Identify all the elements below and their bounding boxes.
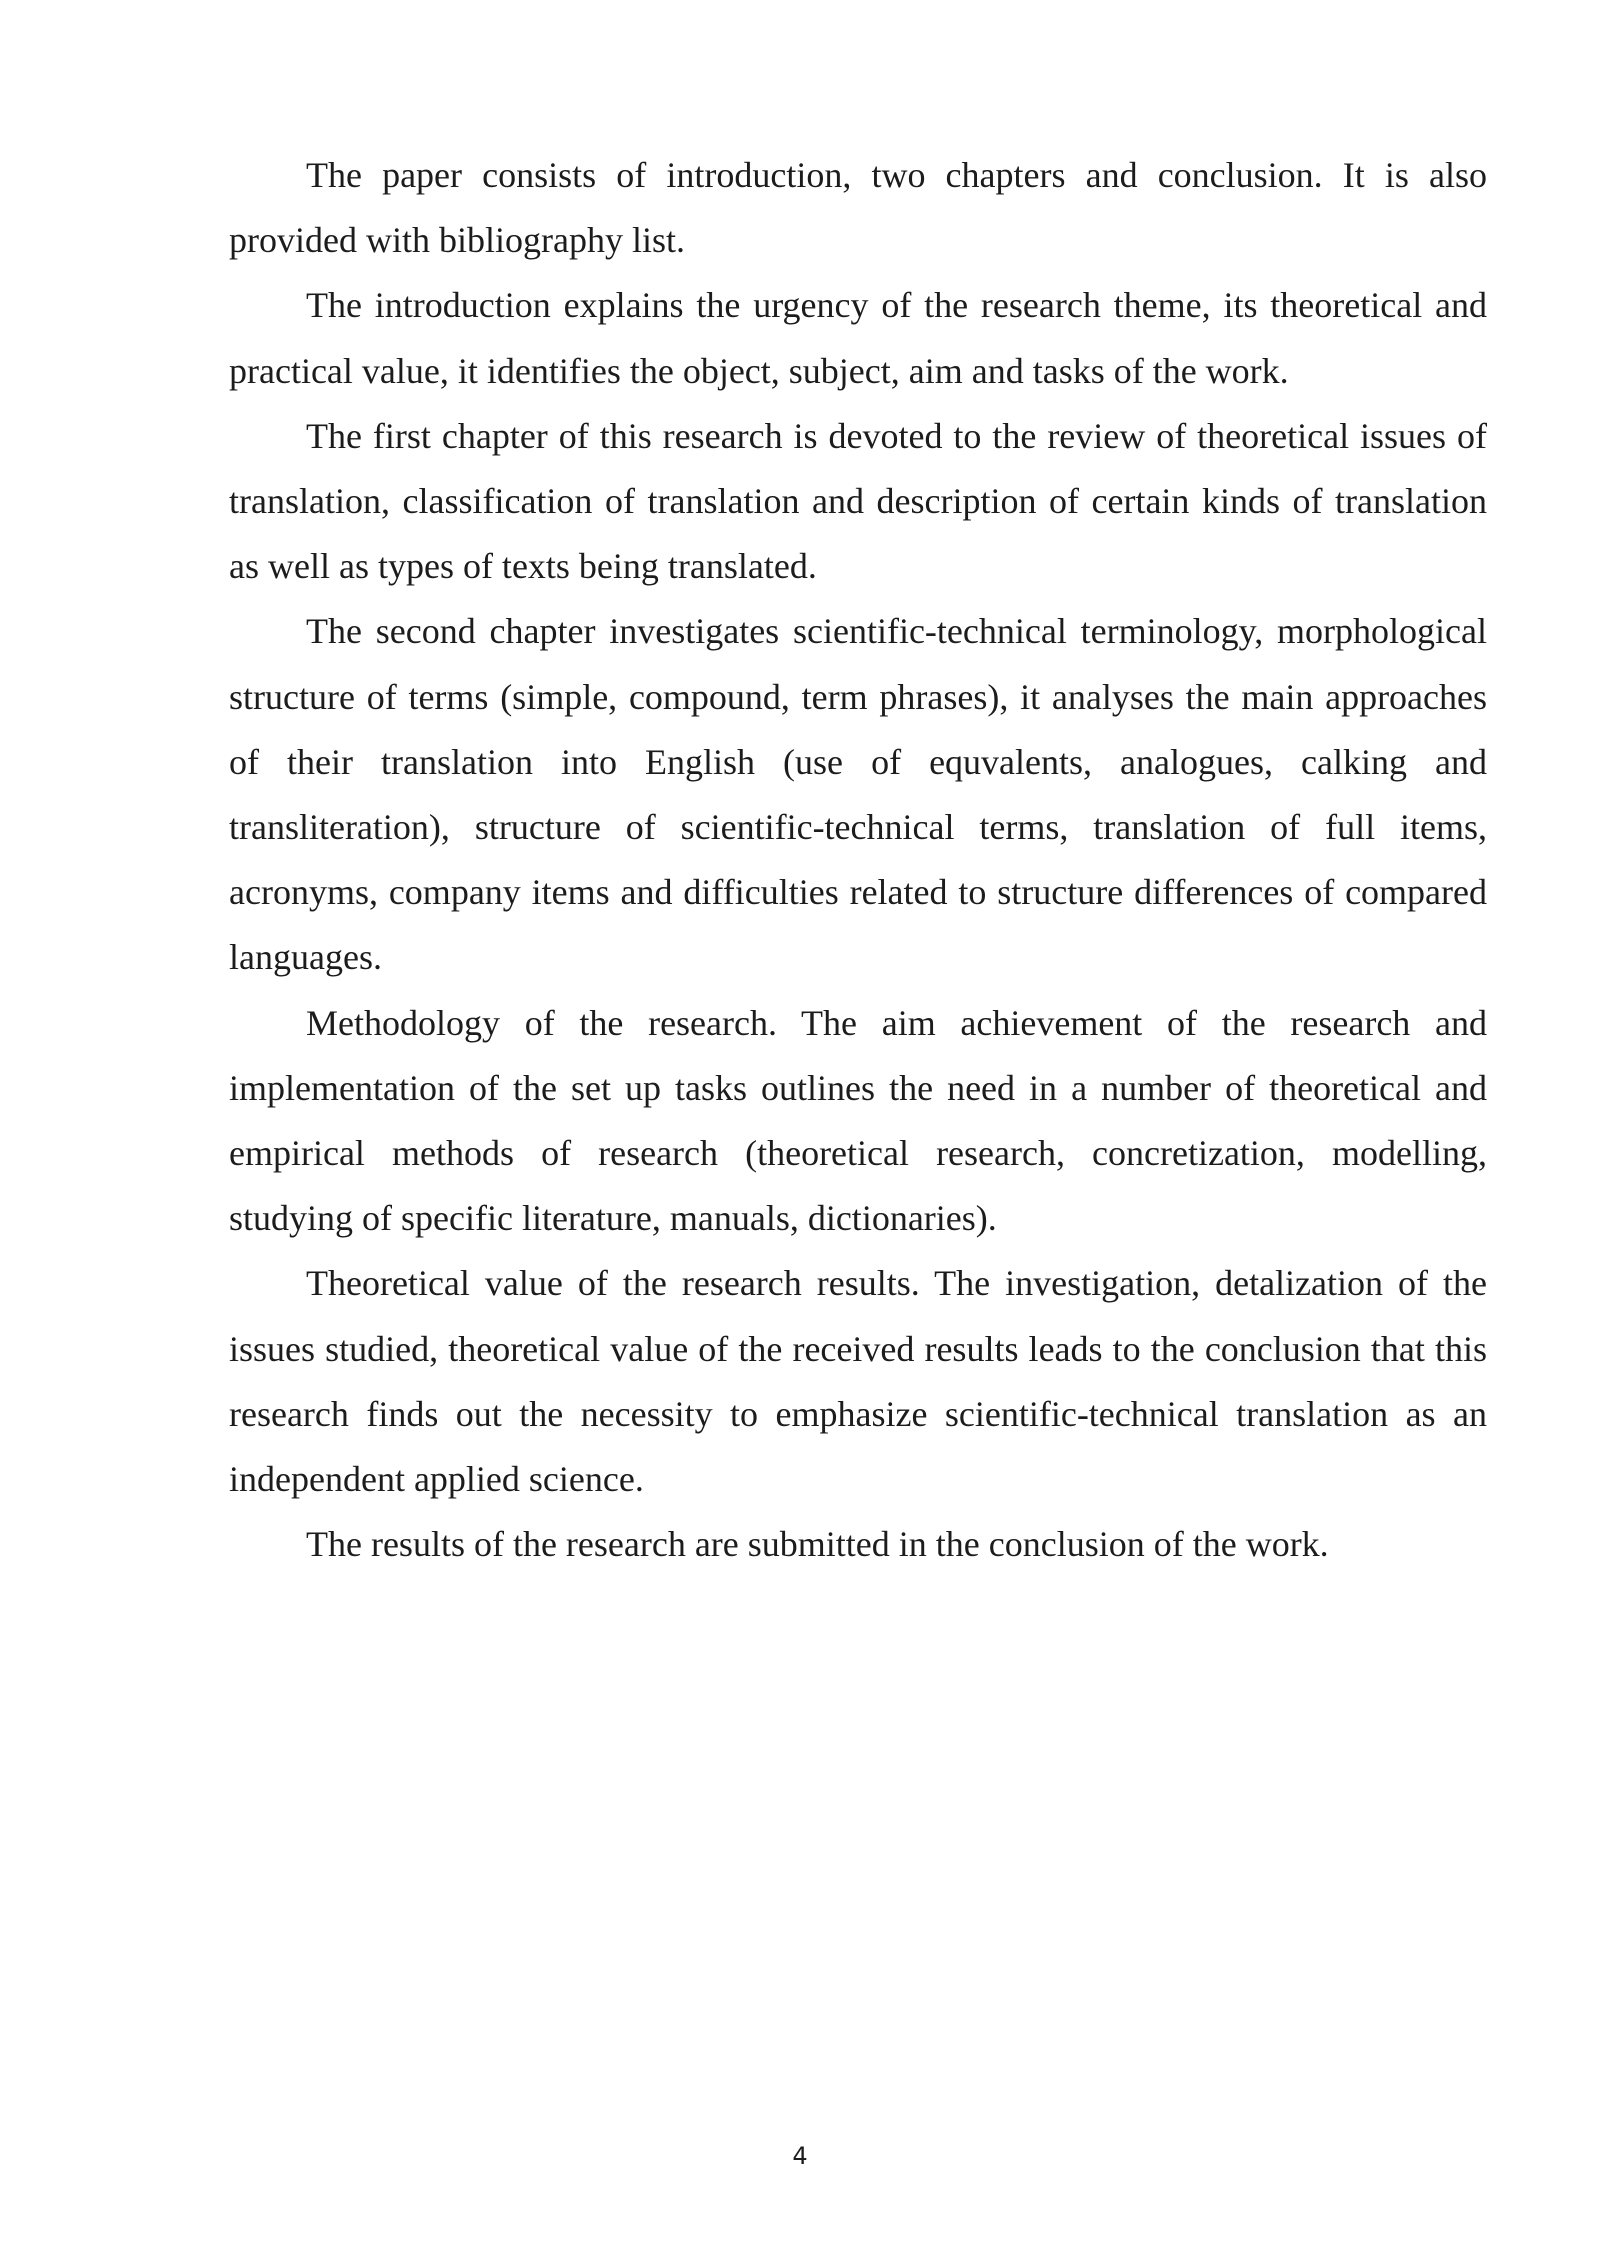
paragraph-introduction: The introduction explains the urgency of the research theme, its theoretical and practical value, it identifies the object, subject, aim and tasks of the work. bbox=[229, 285, 1487, 391]
paragraph-first-chapter: The first chapter of this research is devoted to the review of theoretical issues of translation, classification of translation and description of certain kinds of translation as well as types of texts being translated. bbox=[229, 415, 1487, 587]
paragraph-methodology: Methodology of the research. The aim achievement of the research and implementation of the set up tasks outlines the need in a number of theoretical and empirical methods of research (theoretical research, concretization, modelling, studying of specific literature, manuals, dictionaries). bbox=[229, 1002, 1487, 1239]
paragraph-structure: The paper consists of introduction, two chapters and conclusion. It is also provided with bibliography list. bbox=[229, 155, 1487, 261]
paragraph-second-chapter: The second chapter investigates scientific-technical terminology, morphological structure of terms (simple, compound, term phrases), it analyses the main approaches of their translation into English (use of equvalents, analogues, calking and transliteration), structure of scientific-technical terms, translation of full items, acronyms, company items and difficulties related to structure differences of compared languages. bbox=[229, 611, 1487, 978]
paragraph-results: The results of the research are submitted in the conclusion of the work. bbox=[306, 1524, 1329, 1565]
page-number: 4 bbox=[792, 2142, 808, 2170]
body-text bbox=[229, 143, 1487, 1577]
paragraph-theoretical-value: Theoretical value of the research results. The investigation, detalization of the issues studied, theoretical value of the received results leads to the conclusion that this research finds out the necessity to emphasize scientific-technical translation as an independent applied science. bbox=[229, 1263, 1487, 1500]
